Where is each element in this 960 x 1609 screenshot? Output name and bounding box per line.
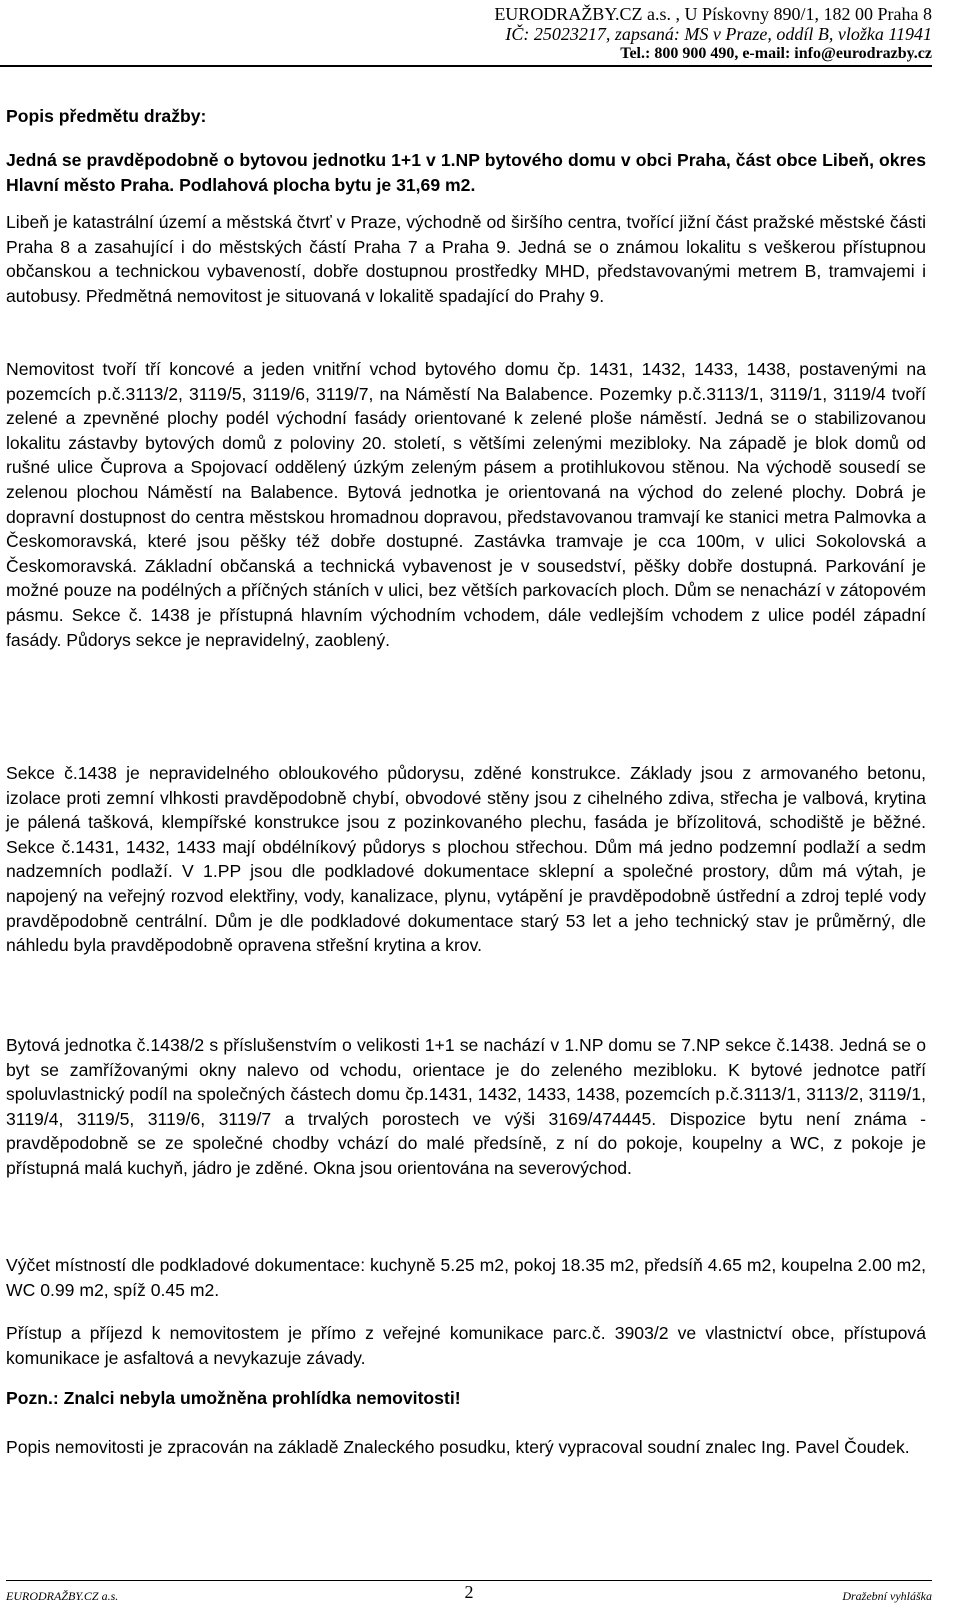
paragraph-note: Pozn.: Znalci nebyla umožněna prohlídka nemovitosti! [6,1388,461,1408]
header-divider [0,65,932,67]
header-contact-line: Tel.: 800 900 490, e-mail: info@eurodrazby.cz [620,45,932,62]
paragraph-location: Libeň je katastrální území a městská čtvrť v Praze, východně od širšího centra, tvořící jižní část pražské městské části Praha 8 a zasahující i do městských částí Praha 7 a Praha 9. Jedná se o známou lokalitu s veškerou přístupnou občanskou a technickou vybaveností, dobře dostupnou prostředky MHD, představovanými metrem B, tramvajemi i autobusy. Předmětná nemovitost je situovaná v lokalitě spadající do Prahy 9. [6,212,926,306]
paragraph-source: Popis nemovitosti je zpracován na základě Znaleckého posudku, který vypracoval soudní znalec Ing. Pavel Čoudek. [6,1437,910,1457]
header-company-line: EURODRAŽBY.CZ a.s. , U Pískovny 890/1, 182 00 Praha 8 [494,4,932,24]
header-registration-line: IČ: 25023217, zapsaná: MS v Praze, oddíl B, vložka 11941 [505,24,932,44]
section-title: Popis předmětu dražby: [6,106,207,126]
paragraph-construction: Sekce č.1438 je nepravidelného obloukového půdorysu, zděné konstrukce. Základy jsou z armovaného betonu, izolace proti zemní vlhkosti pravděpodobně chybí, obvodové stěny jsou z cihelného zdiva, střecha je valbová, krytina je pálená tašková, klempířské konstrukce jsou z pozinkovaného plechu, fasáda je břízolitová, schodiště je běžné. Sekce č.1431, 1432, 1433 mají obdélníkový půdorys s plochou střechou. Dům má jedno podzemní podlaží a sedm nadzemních podlaží. V 1.PP jsou dle podkladové dokumentace sklepní a společné prostory, dům má výtah, je napojený na veřejný rozvod elektřiny, vody, kanalizace, plynu, vytápění je pravděpodobně ústřední a zdroj teplé vody pravděpodobně centrální. Dům je dle podkladové dokumentace starý 53 let a jeho technický stav je průměrný, dle náhledu byla pravděpodobně opravena střešní krytina a krov. [6,763,926,956]
page-number: 2 [464,1582,474,1602]
paragraph-unit: Bytová jednotka č.1438/2 s příslušenstvím o velikosti 1+1 se nachází v 1.NP domu se 7.NP sekce č.1438. Jedná se o byt se zamřížovanými okny nalevo od vchodu, orientace je do zeleného mezibloku. K bytové jednotce patří spoluvlastnický podíl na společných částech domu čp.1431, 1432, 1433, 1438, pozemcích p.č.3113/1, 3113/2, 3119/1, 3119/4, 3119/5, 3119/6, 3119/7 a trvalých porostech ve výši 3169/474445. Dispozice bytu není známa - pravděpodobně se ze společné chodby vchází do malé předsíně, z ní do pokoje, koupelny a WC, z pokoje je přístupná malá kuchyň, jádro je zděné. Okna jsou orientována na severovýchod. [6,1035,926,1178]
paragraph-building: Nemovitost tvoří tří koncové a jeden vnitřní vchod bytového domu čp. 1431, 1432, 1433, 1438, postavenými na pozemcích p.č.3113/2, 3119/5, 3119/6, 3119/7, na Náměstí Na Balabence. Pozemky p.č.3113/1, 3119/1, 3119/4 tvoří zelené a zpevněné plochy podél východní fasády orientované k zelené ploše náměstí. Jedná se o stabilizovanou lokalitu zástavby bytových domů z poloviny 20. století, s většími zelenými mezibloky. Na západě je blok domů od rušné ulice Čuprova a Spojovací oddělený úzkým zeleným pásem a protihlukovou stěnou. Na východě sousedí se zelenou plochou Náměstí na Balabence. Bytová jednotka je orientovaná na východ do zelené plochy. Dobrá je dopravní dostupnost do centra městskou hromadnou dopravou, představovanou tramvají ke stanici metra Palmovka a Českomoravská, které jsou pěšky též dobře dostupné. Zastávka tramvaje je cca 100m, v ulici Sokolovská a Českomoravská. Základní občanská a technická vybavenost je v sousedství, pěšky dobře dostupná. Parkování je možné pouze na podélných a příčných stáních v ulici, bez větších parkovacích ploch. Dům se nenachází v zátopovém pásmu. Sekce č. 1438 je přístupná hlavním východním vchodem, dále vedlejším vchodem z ulice podél západní fasády. Půdorys sekce je nepravidelný, zaoblený. [6,359,926,650]
paragraph-access: Přístup a příjezd k nemovitostem je přímo z veřejné komunikace parc.č. 3903/2 ve vlastnictví obce, přístupová komunikace je asfaltová a nevykazuje závady. [6,1323,926,1368]
paragraph-rooms: Výčet místností dle podkladové dokumentace: kuchyně 5.25 m2, pokoj 18.35 m2, předsíň 4.65 m2, koupelna 2.00 m2, WC 0.99 m2, spíž 0.45 m2. [6,1255,926,1300]
footer-divider [6,1580,932,1581]
page-header [494,4,932,64]
paragraph-summary: Jedná se pravděpodobně o bytovou jednotku 1+1 v 1.NP bytového domu v obci Praha, část obce Libeň, okres Hlavní město Praha. Podlahová plocha bytu je 31,69 m2. [6,150,926,195]
footer-company: EURODRAŽBY.CZ a.s. [6,1589,119,1603]
footer-document-title: Dražební vyhláška [842,1589,932,1603]
